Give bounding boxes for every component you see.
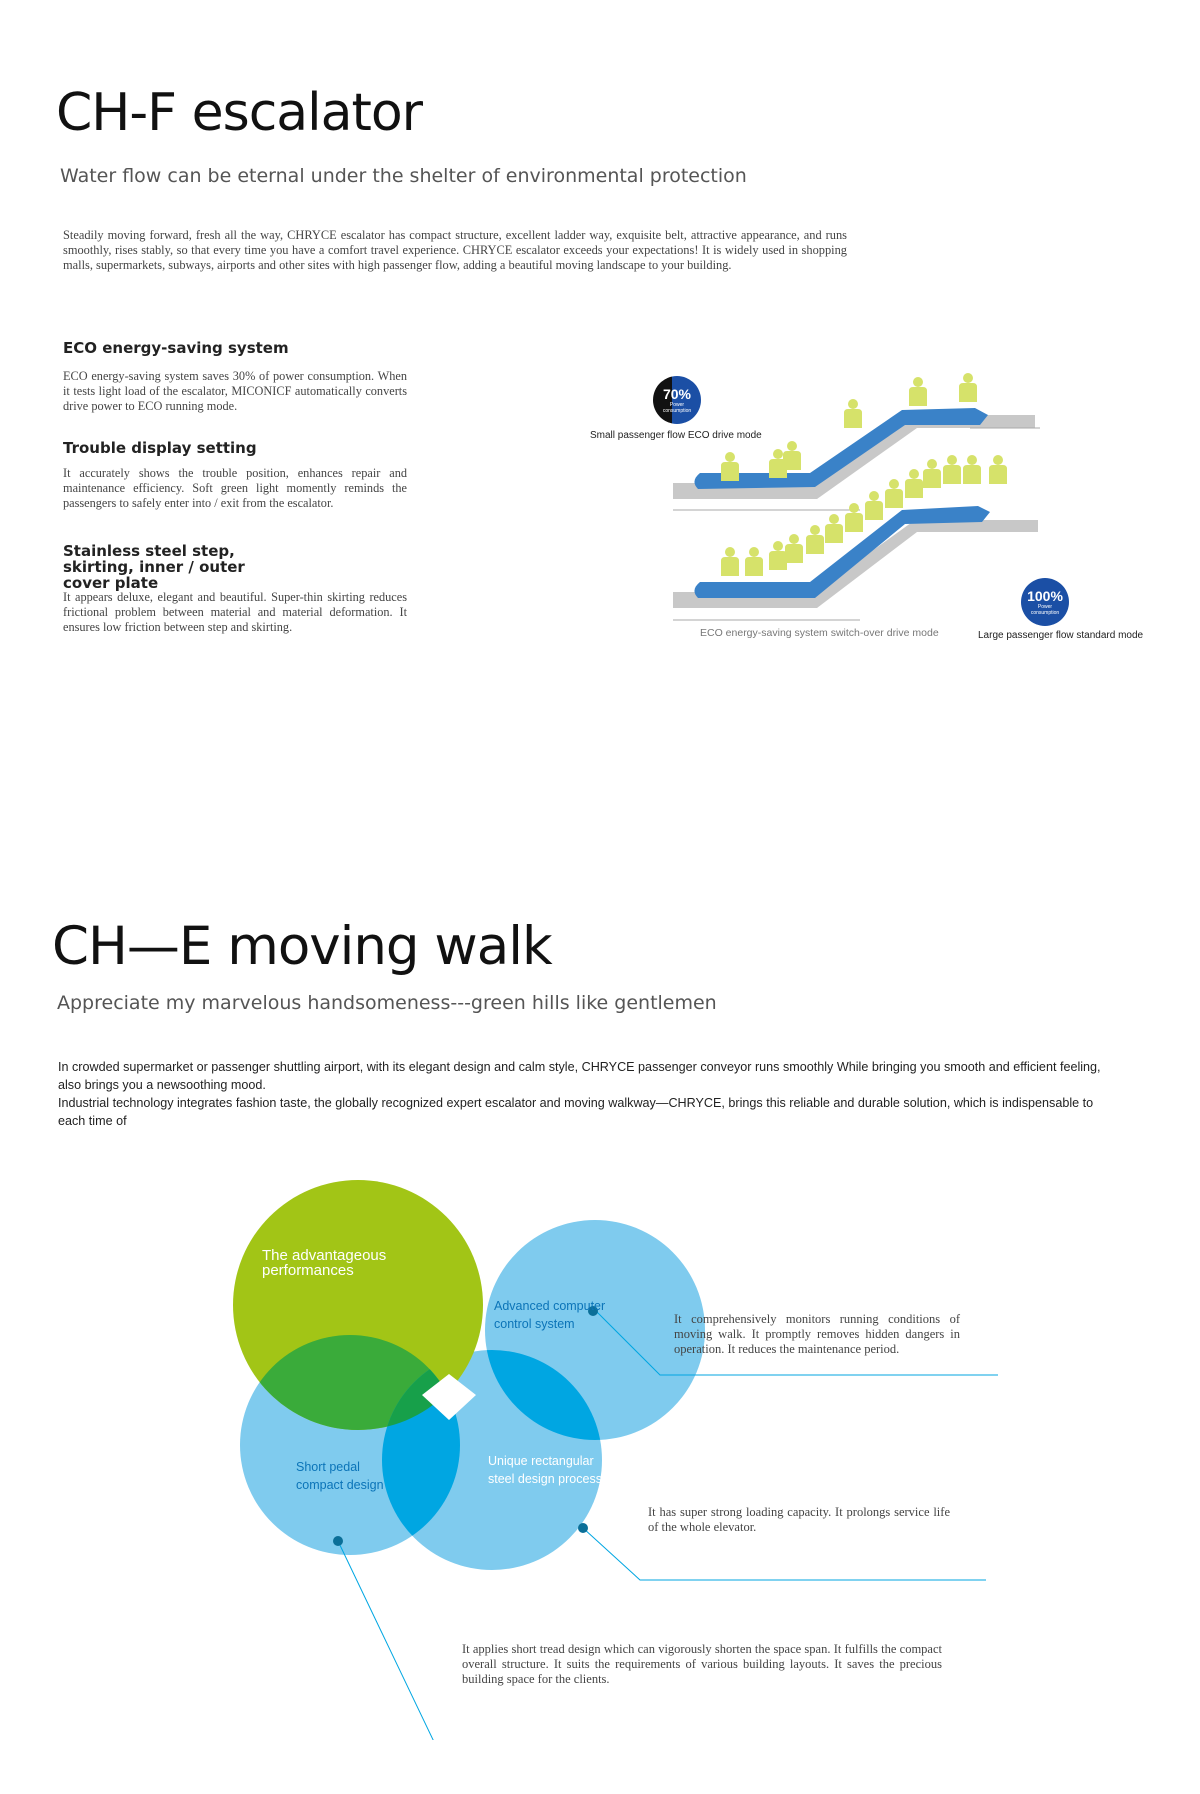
eco-power-badge (653, 376, 701, 424)
escalator-intro: Steadily moving forward, fresh all the way, CHRYCE escalator has compact structure, excellent ladder way, exquisite belt, attractive appearance, and runs smoothly, rises stably, so that every time you have a comfort travel experience. CHRYCE escalator exceeds your expectations! It is widely used in shopping malls, supermarkets, subways, airports and other sites with high passenger flow, adding a beautiful moving landscape to your building. (63, 228, 847, 272)
venn-label-pedal: Short pedal compact design (296, 1460, 384, 1492)
escalator-title: CH-F escalator (56, 83, 423, 143)
venn-label-computer: Advanced computer control system (494, 1299, 606, 1331)
feature-text-steel: It appears deluxe, elegant and beautiful. Super-thin skirting reduces frictional problem between material and material deformation. It ensures low friction between step and skirting. (63, 590, 407, 634)
standard-mode-label: Large passenger flow standard mode (978, 630, 1144, 641)
moving-walk-title: CH—E moving walk (52, 916, 552, 977)
moving-walk-intro-line-2: Industrial technology integrates fashion taste, the globally recognized expert escalator and moving walkway—CHRYCE, brings this reliable and durable solution, which is indispensable to each time of (58, 1096, 1094, 1128)
switch-mode-label: ECO energy-saving system switch-over drive mode (700, 627, 939, 639)
feature-title-trouble: Trouble display setting (63, 439, 257, 457)
callout-steel: It has super strong loading capacity. It prolongs service life of the whole elevator. (648, 1505, 950, 1534)
standard-power-badge (1021, 578, 1069, 626)
callout-pedal: It applies short tread design which can vigorously shorten the space span. It fulfills the compact overall structure. It suits the requirements of various building layouts. It saves the precious building space for the clients. (462, 1642, 942, 1686)
feature-text-eco: ECO energy-saving system saves 30% of power consumption. When it tests light load of the escalator, MICONICF automatically converts drive power to ECO running mode. (63, 369, 407, 413)
escalator-subtitle: Water flow can be eternal under the shelter of environmental protection (60, 165, 747, 187)
feature-text-trouble: It accurately shows the trouble position, enhances repair and maintenance efficiency. Soft green light momently reminds the passengers to safely enter into / exit from the escalator. (63, 466, 407, 510)
callout-computer: It comprehensively monitors running conditions of moving walk. It promptly removes hidden dangers in operation. It reduces the maintenance period. (674, 1312, 960, 1356)
eco-power-caption: Power consumption (662, 402, 692, 414)
moving-walk-intro-line-1: In crowded supermarket or passenger shuttling airport, with its elegant design and calm style, CHRYCE passenger conveyor runs smoothly While bringing you smooth and efficient feeling, also brings you a newsoothing mood. (58, 1060, 1101, 1092)
eco-mode-label: Small passenger flow ECO drive mode (590, 430, 762, 441)
venn-label-advantageous: The advantageous performances (262, 1247, 387, 1279)
eco-power-value: 70% (662, 386, 692, 402)
moving-walk-subtitle: Appreciate my marvelous handsomeness---green hills like gentlemen (57, 992, 717, 1014)
standard-power-caption: Power consumption (1030, 604, 1060, 616)
feature-title-steel: Stainless steel step, skirting, inner / outer cover plate (63, 542, 245, 592)
venn-label-steel: Unique rectangular steel design process (488, 1454, 602, 1486)
standard-power-value: 100% (1027, 588, 1063, 604)
moving-walk-intro (58, 1058, 1118, 1130)
feature-title-eco: ECO energy-saving system (63, 339, 289, 357)
